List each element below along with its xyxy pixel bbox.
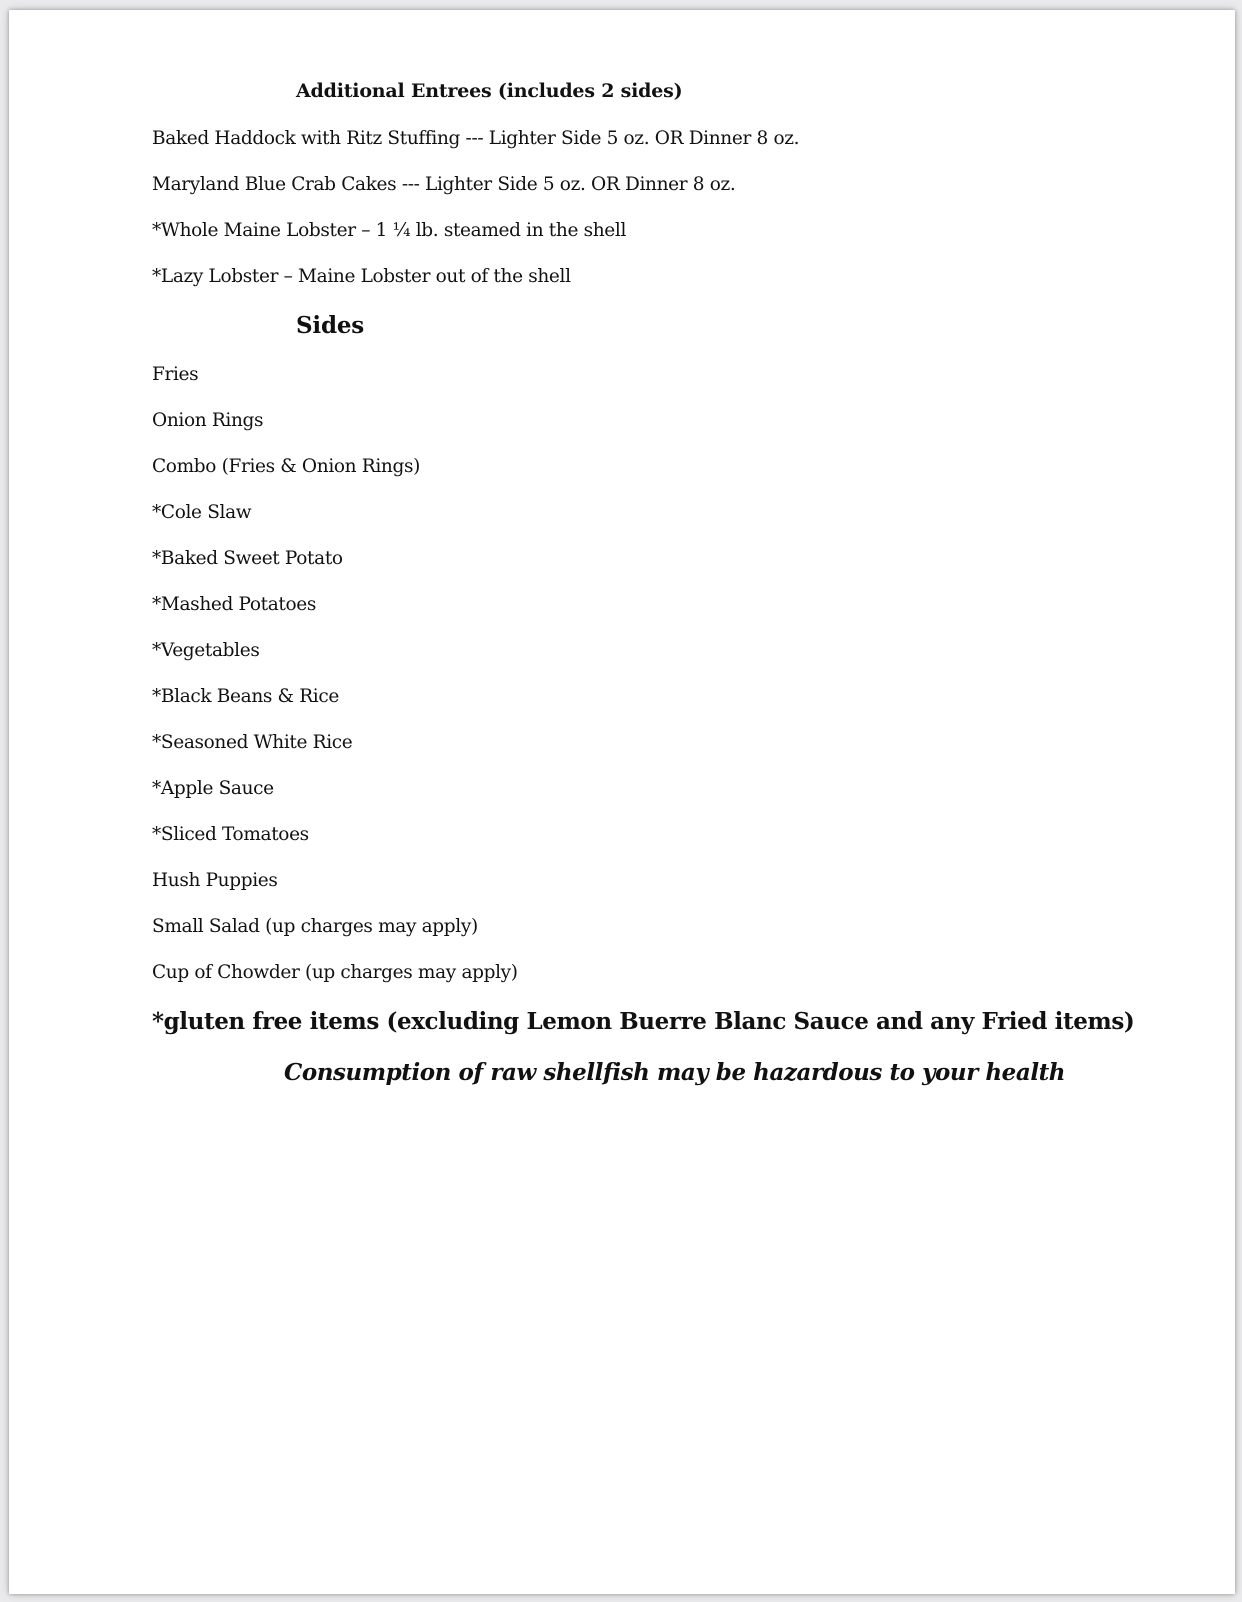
side-item: *Black Beans & Rice: [152, 686, 339, 707]
sides-list: [152, 362, 518, 1006]
side-item: *Mashed Potatoes: [152, 594, 317, 615]
entrees-list: [152, 126, 799, 310]
side-item: *Apple Sauce: [152, 778, 274, 799]
side-item: Hush Puppies: [152, 870, 278, 891]
side-item: *Seasoned White Rice: [152, 732, 353, 753]
side-item: Onion Rings: [152, 410, 264, 431]
side-item: Cup of Chowder (up charges may apply): [152, 962, 518, 983]
entree-item: Baked Haddock with Ritz Stuffing --- Lighter Side 5 oz. OR Dinner 8 oz.: [152, 128, 800, 149]
entrees-heading: Additional Entrees (includes 2 sides): [296, 80, 683, 102]
side-item: Small Salad (up charges may apply): [152, 916, 478, 937]
side-item: *Baked Sweet Potato: [152, 548, 343, 569]
side-item: *Vegetables: [152, 640, 260, 661]
side-item: *Sliced Tomatoes: [152, 824, 309, 845]
sides-heading: Sides: [296, 312, 365, 339]
document-page: [9, 10, 1235, 1594]
side-item: Combo (Fries & Onion Rings): [152, 456, 420, 477]
side-item: Fries: [152, 364, 199, 385]
entree-item: *Lazy Lobster – Maine Lobster out of the shell: [152, 266, 571, 287]
gluten-free-note: *gluten free items (excluding Lemon Buerre Blanc Sauce and any Fried items): [152, 1008, 1135, 1035]
side-item: *Cole Slaw: [152, 502, 252, 523]
raw-shellfish-warning: Consumption of raw shellfish may be hazardous to your health: [284, 1059, 1066, 1086]
entree-item: Maryland Blue Crab Cakes --- Lighter Side 5 oz. OR Dinner 8 oz.: [152, 174, 736, 195]
entree-item: *Whole Maine Lobster – 1 ¼ lb. steamed in the shell: [152, 220, 627, 241]
